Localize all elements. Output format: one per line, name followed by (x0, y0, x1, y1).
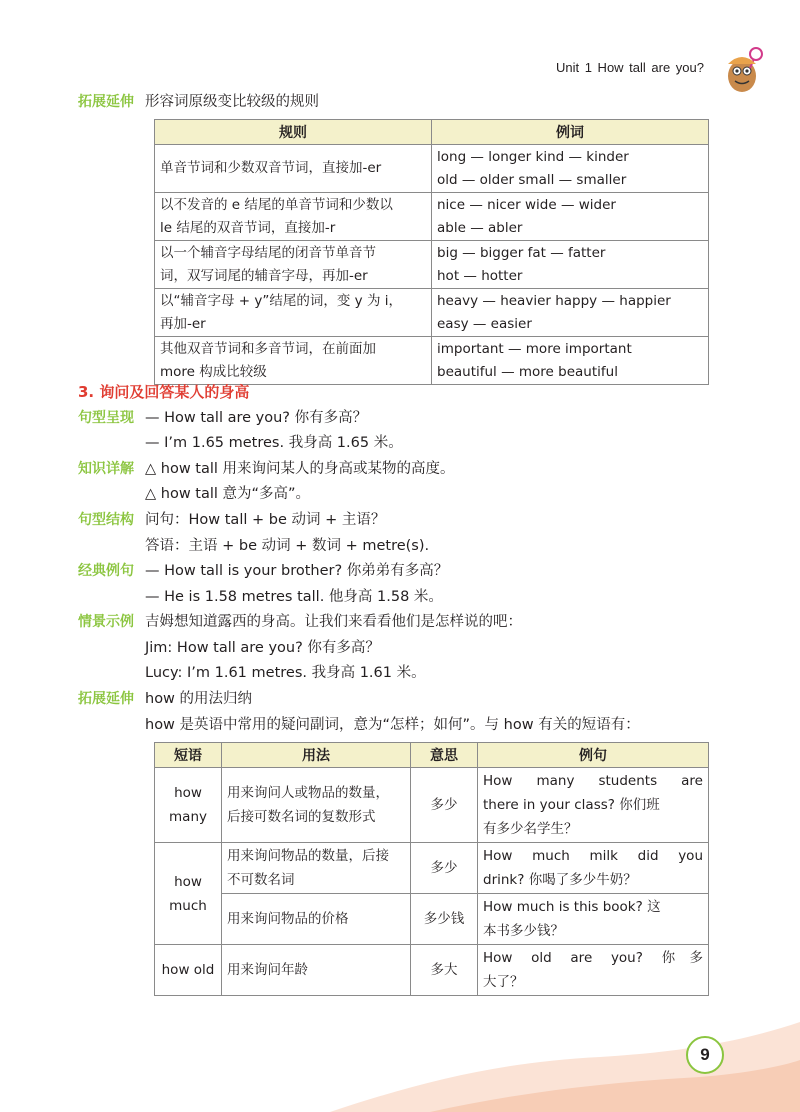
pattern-line-2: — I’m 1.65 metres. 我身高 1.65 米。 (145, 435, 403, 451)
table-row (155, 768, 709, 843)
example-cell: big — bigger fat — fatter hot — hotter (432, 241, 709, 289)
example-cell: important — more important beautiful — more beautiful (432, 337, 709, 385)
example-line-1: — How tall is your brother? 你弟弟有多高？ (145, 563, 449, 579)
pattern-line-1: — How tall are you? 你有多高？ (145, 410, 368, 426)
col-header-example: 例词 (432, 120, 709, 145)
table-row (155, 193, 709, 241)
ext2-label: 拓展延伸 (78, 691, 134, 707)
ext1-label: 拓展延伸 (78, 94, 134, 110)
section-title: 3. 询问及回答某人的身高 (78, 383, 250, 401)
table-row (155, 945, 709, 996)
table-row (155, 145, 709, 193)
decorative-wave (0, 1002, 800, 1112)
ext2-heading: how 的用法归纳 (145, 691, 253, 707)
page-number: 9 (686, 1036, 724, 1074)
meaning-cell: 多大 (411, 945, 478, 996)
phrase-cell: how old (155, 945, 222, 996)
table-row (155, 241, 709, 289)
usage-cell: 用来询问年龄 (222, 945, 411, 996)
pattern-label: 句型呈现 (78, 410, 134, 426)
phrase-cell: how many (155, 768, 222, 843)
scene-label: 情景示例 (78, 614, 134, 630)
meaning-cell: 多少钱 (411, 894, 478, 945)
col-header-phrase: 短语 (155, 743, 222, 768)
table-row (155, 337, 709, 385)
example-cell: nice — nicer wide — wider able — abler (432, 193, 709, 241)
col-header-usage: 用法 (222, 743, 411, 768)
comparative-rules-table (154, 119, 709, 385)
scene-line-1: 吉姆想知道露西的身高。让我们来看看他们是怎样说的吧： (145, 614, 522, 630)
usage-cell: 用来询问物品的数量，后接 不可数名词 (222, 843, 411, 894)
ext2-intro: how 是英语中常用的疑问副词，意为“怎样；如何”。与 how 有关的短语有： (145, 717, 640, 733)
table-row (155, 843, 709, 894)
table-row (155, 894, 709, 945)
rule-cell: 以“辅音字母 + y”结尾的词，变 y 为 i， 再加-er (155, 289, 432, 337)
knowledge-label: 知识详解 (78, 461, 134, 477)
how-phrases-table (154, 742, 709, 996)
structure-label: 句型结构 (78, 512, 134, 528)
usage-cell: 用来询问物品的价格 (222, 894, 411, 945)
mascot-illustration (718, 44, 770, 96)
running-header: Unit 1 How tall are you? (555, 60, 704, 75)
example-line-2: — He is 1.58 metres tall. 他身高 1.58 米。 (145, 589, 443, 605)
example-cell: How much is this book? 这 本书多少钱？ (478, 894, 709, 945)
rule-cell: 以不发音的 e 结尾的单音节词和少数以 le 结尾的双音节词，直接加-r (155, 193, 432, 241)
structure-line-1: 问句：How tall + be 动词 + 主语？ (145, 512, 386, 528)
example-label: 经典例句 (78, 563, 134, 579)
phrase-cell: how much (155, 843, 222, 945)
example-cell: How old are you? 你多 大了？ (478, 945, 709, 996)
scene-line-2: Jim: How tall are you? 你有多高？ (145, 640, 380, 656)
col-header-rule: 规则 (155, 120, 432, 145)
structure-line-2: 答语：主语 + be 动词 + 数词 + metre(s). (145, 538, 430, 554)
meaning-cell: 多少 (411, 843, 478, 894)
scene-line-3: Lucy: I’m 1.61 metres. 我身高 1.61 米。 (145, 665, 426, 681)
example-cell: heavy — heavier happy — happier easy — easier (432, 289, 709, 337)
rule-cell: 其他双音节词和多音节词，在前面加 more 构成比较级 (155, 337, 432, 385)
example-cell: long — longer kind — kinder old — older small — smaller (432, 145, 709, 193)
rule-cell: 以一个辅音字母结尾的闭音节单音节 词，双写词尾的辅音字母，再加-er (155, 241, 432, 289)
knowledge-line-1: △ how tall 用来询问某人的身高或某物的高度。 (145, 461, 455, 477)
usage-cell: 用来询问人或物品的数量， 后接可数名词的复数形式 (222, 768, 411, 843)
col-header-example: 例句 (478, 743, 709, 768)
ext1-heading: 形容词原级变比较级的规则 (145, 94, 319, 110)
knowledge-line-2: △ how tall 意为“多高”。 (145, 486, 311, 502)
meaning-cell: 多少 (411, 768, 478, 843)
rule-cell: 单音节词和少数双音节词，直接加-er (155, 145, 432, 193)
col-header-meaning: 意思 (411, 743, 478, 768)
table-row (155, 289, 709, 337)
example-cell: How many students are there in your class? 你们班 有多少名学生？ (478, 768, 709, 843)
example-cell: How much milk did you drink? 你喝了多少牛奶？ (478, 843, 709, 894)
